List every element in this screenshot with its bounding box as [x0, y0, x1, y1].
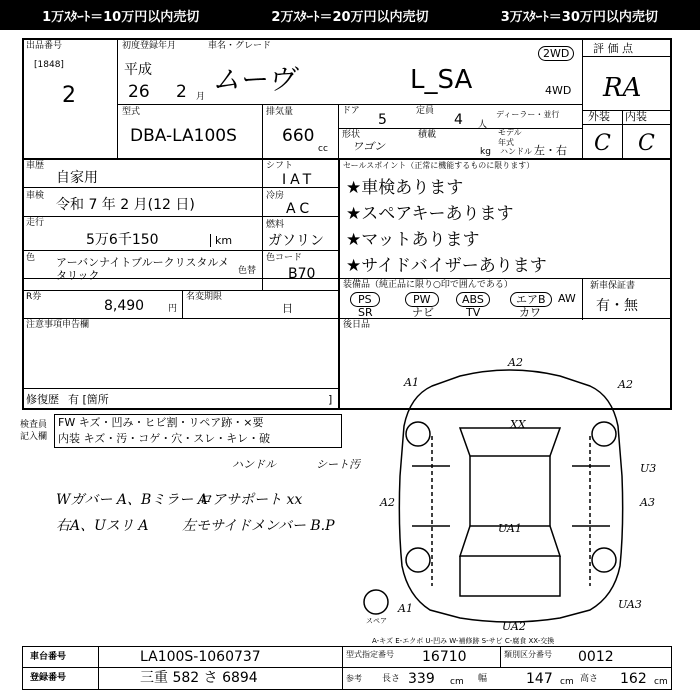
cc-unit: cc [318, 144, 328, 154]
sales-point-item: ★サイドバイザーあります [346, 256, 547, 276]
chassis-label: 車台番号 [30, 652, 67, 662]
handle-label: ハンドル [500, 147, 532, 156]
handwritten-note: ハンドル [232, 458, 276, 471]
first-reg-label: 初度登録年月 [122, 41, 177, 51]
equip-ps: PS [350, 292, 380, 307]
inspector-label-1: 検査員 [20, 420, 48, 430]
ac-label: 冷房 [266, 191, 285, 201]
repair-bracket-end: ] [328, 393, 333, 406]
kg-unit: kg [480, 147, 491, 157]
km-unit: km [210, 234, 232, 247]
chassis-number: LA100S-1060737 [140, 649, 261, 665]
damage-mark: XX [510, 418, 526, 431]
color-label: 色 [26, 253, 36, 263]
displacement-label: 排気量 [266, 107, 294, 117]
equip-navi: ナビ [412, 306, 434, 319]
recycle-label: R券 [26, 292, 42, 302]
length-label: 長さ [382, 674, 401, 684]
score-label: 評 価 点 [593, 42, 633, 55]
width-label: 幅 [478, 674, 488, 684]
inspection-label: 車検 [26, 191, 45, 201]
recycle-amount: 8,490 [104, 298, 145, 314]
color-number-label: 色替 [238, 266, 257, 276]
ac: AC [286, 201, 314, 217]
damage-mark: UA3 [618, 598, 642, 611]
spare-label: スペア [366, 617, 387, 625]
category: 0012 [578, 649, 614, 665]
inspector-fw-line: FW キズ・凹み・ヒビ割・リペア跡・×要 [58, 416, 264, 429]
era: 平成 [124, 62, 152, 78]
month: 2 [176, 82, 187, 102]
car-name-label: 車名・グレード [208, 41, 272, 51]
handwritten-note: Wガバー A、Bミラー A [56, 492, 208, 508]
drive-2wd: 2WD [538, 46, 574, 61]
equip-pw: PW [405, 292, 439, 307]
mileage-label: 走行 [26, 218, 45, 228]
length-unit: cm [450, 677, 464, 687]
int-label: 内装 [625, 110, 647, 123]
person-unit: 人 [478, 120, 488, 130]
warranty-label: 新車保証書 [590, 281, 636, 291]
inspection: 令和 7 年 2 月(12 日) [56, 197, 195, 213]
sales-points-label: セールスポイント（正常に機能するものに限ります） [343, 161, 535, 170]
doors-label: ドア [342, 106, 360, 116]
later-items-label: 後日品 [343, 320, 371, 330]
equip-abs: ABS [456, 292, 490, 307]
name-change-day: 日 [282, 302, 293, 315]
damage-mark: A2 [618, 378, 633, 391]
height-unit: cm [654, 677, 668, 687]
fuel: ガソリン [268, 233, 324, 249]
load-label: 積載 [418, 130, 437, 140]
handle: 左・右 [534, 144, 567, 157]
damage-mark: A3 [640, 496, 655, 509]
equipment-label: 装備品（純正品に限り○印で囲んである） [343, 280, 513, 290]
equip-sr: SR [358, 306, 373, 319]
repair-label: 修復歴 [26, 393, 59, 406]
damage-mark: A1 [398, 602, 413, 615]
sheet-frame [22, 38, 672, 410]
equip-airbag: エアB [510, 292, 552, 307]
capacity-label: 定員 [416, 106, 435, 116]
notes-label: 注意事項申告欄 [26, 320, 90, 330]
shift: IAT [282, 172, 316, 188]
body-label: 形状 [342, 130, 361, 140]
doors: 5 [378, 112, 387, 128]
damage-mark: UA2 [502, 620, 526, 633]
inspector-int-line: 内装 キズ・汚・コゲ・穴・スレ・キレ・破 [58, 432, 271, 445]
handwritten-note: 左モサイドメンバー B.P [182, 518, 335, 534]
name-change-label: 名変期限 [186, 292, 223, 302]
inspector-label-2: 記入欄 [20, 432, 48, 442]
type-approval: 16710 [422, 649, 467, 665]
damage-legend: A-キズ E-エクボ U-凹み W-補修跡 S-サビ C-腐食 XX-交換 [372, 637, 555, 645]
model: DBA-LA100S [130, 126, 237, 146]
width-unit: cm [560, 677, 574, 687]
banner-item: 3万ｽﾀｰﾄ＝30万円以内売切 [500, 9, 658, 25]
drive-4wd: 4WD [545, 84, 572, 97]
mileage: 5万6千150 [86, 232, 159, 248]
damage-mark: U3 [640, 462, 657, 475]
width: 147 [526, 671, 553, 687]
body: ワゴン [352, 140, 385, 153]
warranty: 有・無 [596, 298, 638, 314]
lot-label: 出品番号 [26, 41, 63, 51]
ref-label: 参考 [346, 674, 362, 683]
color-code-label: 色コード [266, 253, 303, 263]
damage-mark: A2 [380, 496, 395, 509]
damage-mark: A1 [404, 376, 419, 389]
equip-tv: TV [466, 306, 481, 319]
handwritten-note: ロアサポート xx [198, 492, 303, 508]
usage-label: 車歴 [26, 161, 45, 171]
sales-point-item: ★車検あります [346, 178, 464, 198]
category-label: 類別区分番号 [504, 650, 552, 659]
handwritten-note: 右A、Uスリ A [56, 518, 149, 534]
year: 26 [128, 82, 150, 102]
color-code: B70 [288, 266, 316, 282]
reg-label: 登録番号 [30, 673, 67, 683]
height-label: 高さ [580, 674, 599, 684]
shift-label: シフト [266, 161, 294, 171]
sales-point-item: ★マットあります [346, 230, 480, 250]
height: 162 [620, 671, 647, 687]
lot-number: 2 [62, 83, 76, 108]
model-label: 型式 [122, 107, 141, 117]
model-year-label: モデル年式 [498, 128, 522, 147]
car-damage-diagram [350, 356, 672, 628]
reg-number: 三重 582 さ 6894 [140, 670, 258, 686]
int-grade: C [638, 131, 655, 156]
car-name: ムーヴ [212, 63, 295, 96]
dealer-label: ディーラー・並行 [496, 110, 560, 119]
aw-equipment: AW [558, 292, 576, 305]
ext-grade: C [594, 131, 611, 156]
month-unit: 月 [196, 92, 206, 102]
price-banner [0, 0, 700, 30]
equip-leather: カワ [519, 306, 541, 319]
damage-mark: A2 [508, 356, 523, 369]
color: アーバンナイトブルークリスタルメタリック [56, 256, 230, 282]
fuel-label: 燃料 [266, 220, 285, 230]
grade: L_SA [410, 65, 473, 95]
usage: 自家用 [56, 170, 98, 186]
capacity: 4 [454, 112, 463, 128]
recycle-yen: 円 [168, 304, 178, 314]
length: 339 [408, 671, 435, 687]
repair-value: 有 [箇所 [68, 393, 109, 406]
handwritten-note: シート汚 [316, 458, 360, 471]
banner-item: 2万ｽﾀｰﾄ＝20万円以内売切 [271, 9, 429, 25]
sales-point-item: ★スペアキーあります [346, 204, 514, 224]
banner-item: 1万ｽﾀｰﾄ＝10万円以内売切 [42, 9, 200, 25]
damage-mark: UA1 [498, 522, 522, 535]
lot-code: [1848] [34, 60, 64, 70]
ext-label: 外装 [588, 110, 610, 123]
score: RA [603, 73, 642, 103]
displacement: 660 [282, 126, 315, 146]
type-approval-label: 型式指定番号 [346, 650, 394, 659]
